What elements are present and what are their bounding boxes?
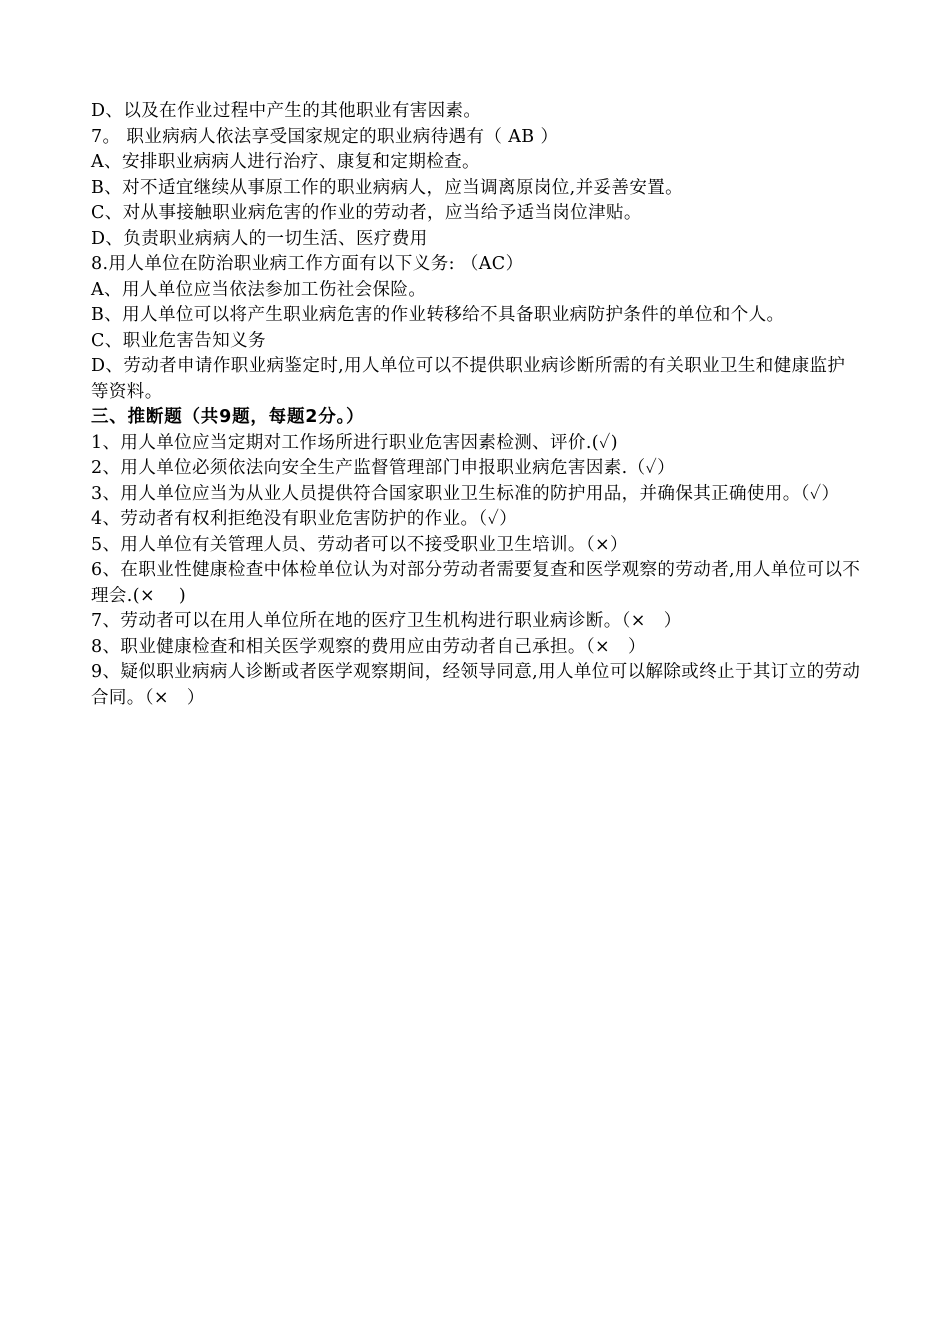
q7-option-a: A、安排职业病病人进行治疗、康复和定期检查。 xyxy=(91,152,480,172)
q7-option-d: D、负责职业病病人的一切生活、医疗费用 xyxy=(91,228,428,249)
q8-option-c: C、职业危害告知义务 xyxy=(91,330,266,351)
q8-option-d: D、劳动者申请作职业病鉴定时,用人单位可以不提供职业病诊断所需的有关职业卫生和健康监护等资料。 xyxy=(91,356,846,402)
q7-option-c: C、对从事接触职业病危害的作业的劳动者，应当给予适当岗位津贴。 xyxy=(91,203,642,223)
judgment-item-3: 3、用人单位应当为从业人员提供符合国家职业卫生标准的防护用品，并确保其正确使用。（✓） xyxy=(91,483,840,504)
q8-option-b: B、用人单位可以将产生职业病危害的作业转移给不具备职业病防护条件的单位和个人。 xyxy=(91,305,785,325)
q8-question: 8.用人单位在防治职业病工作方面有以下义务: （AC） xyxy=(91,254,524,274)
judgment-item-4: 4、劳动者有权利拒绝没有职业危害防护的作业。（✓） xyxy=(91,509,518,529)
judgment-item-2: 2、用人单位必须依法向安全生产监督管理部门申报职业病危害因素.（✓） xyxy=(91,458,676,478)
judgment-item-8: 8、职业健康检查和相关医学观察的费用应由劳动者自己承担。（× ） xyxy=(91,636,646,657)
section3-heading: 三、推断题（共9题，每题2分。） xyxy=(91,407,365,427)
q7-question: 7。 职业病病人依法享受国家规定的职业病待遇有（ AB ） xyxy=(91,126,559,147)
q7-option-b: B、对不适宜继续从事原工作的职业病病人，应当调离原岗位,并妥善安置。 xyxy=(91,177,684,198)
judgment-item-9: 9、疑似职业病病人诊断或者医学观察期间，经领导同意,用人单位可以解除或终止于其订立的劳动合同。（× ） xyxy=(91,662,861,708)
judgment-item-7: 7、劳动者可以在用人单位所在地的医疗卫生机构进行职业病诊断。（× ） xyxy=(91,611,682,631)
judgment-item-5: 5、用人单位有关管理人员、劳动者可以不接受职业卫生培训。（×） xyxy=(91,534,628,555)
q8-option-a: A、用人单位应当依法参加工伤社会保险。 xyxy=(91,279,427,300)
judgment-item-1: 1、用人单位应当定期对工作场所进行职业危害因素检测、评价.(✓) xyxy=(91,432,618,453)
judgment-item-6: 6、在职业性健康检查中体检单位认为对部分劳动者需要复查和医学观察的劳动者,用人单位可以不理会.(× ) xyxy=(91,560,861,606)
q6-option-d: D、以及在作业过程中产生的其他职业有害因素。 xyxy=(91,101,482,121)
document-body xyxy=(91,99,861,711)
